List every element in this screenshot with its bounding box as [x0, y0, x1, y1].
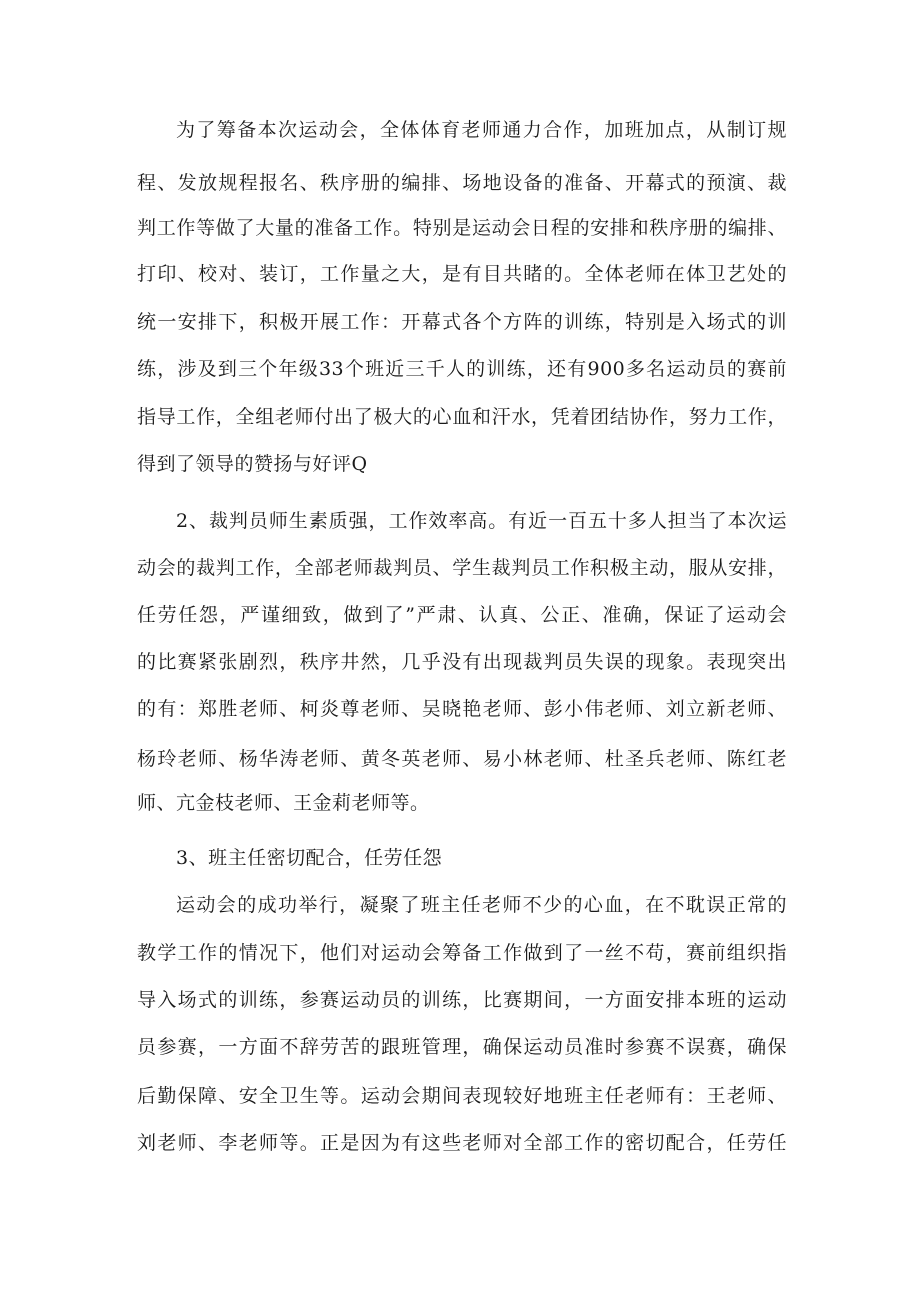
paragraph-2-line-3: 任劳任怨，严谨细致，做到了”严肃、认真、公正、准确，保证了运动会	[137, 604, 787, 626]
paragraph-3-line-2: 教学工作的情况下，他们对运动会筹备工作做到了一丝不苟，赛前组织指	[137, 942, 787, 964]
paragraph-3-line-6: 刘老师、李老师等。正是因为有这些老师对全部工作的密切配合，任劳任	[137, 1132, 787, 1154]
paragraph-1-line-5: 统一安排下，积极开展工作：开幕式各个方阵的训练，特别是入场式的训	[137, 311, 787, 333]
paragraph-1-line-6: 练，涉及到三个年级33个班近三千人的训练，还有900多名运动员的赛前	[137, 358, 787, 380]
paragraph-2-line-1: 2、裁判员师生素质强，工作效率高。有近一百五十多人担当了本次运	[176, 510, 787, 532]
paragraph-2-line-7: 师、亢金枝老师、王金莉老师等。	[137, 792, 430, 814]
paragraph-3-line-3: 导入场式的训练，参赛运动员的训练，比赛期间，一方面安排本班的运动	[137, 989, 787, 1011]
paragraph-1-line-3: 判工作等做了大量的准备工作。特别是运动会日程的安排和秩序册的编排、	[137, 217, 787, 239]
paragraph-1-line-2: 程、发放规程报名、秩序册的编排、场地设备的准备、开幕式的预演、裁	[137, 172, 787, 194]
paragraph-1-line-7: 指导工作，全组老师付出了极大的心血和汗水，凭着团结协作，努力工作，	[137, 406, 787, 428]
paragraph-2-line-6: 杨玲老师、杨华涛老师、黄冬英老师、易小林老师、杜圣兵老师、陈红老	[137, 748, 787, 770]
paragraph-3-line-4: 员参赛，一方面不辞劳苦的跟班管理，确保运动员准时参赛不误赛，确保	[137, 1036, 787, 1058]
paragraph-1-line-8: 得到了领导的赞扬与好评Q	[137, 453, 368, 475]
paragraph-3-line-5: 后勤保障、安全卫生等。运动会期间表现较好地班主任老师有：王老师、	[137, 1085, 787, 1107]
paragraph-2-line-5: 的有：郑胜老师、柯炎尊老师、吴晓艳老师、彭小伟老师、刘立新老师、	[137, 698, 787, 720]
paragraph-2-line-2: 动会的裁判工作，全部老师裁判员、学生裁判员工作积极主动，服从安排，	[137, 557, 787, 579]
paragraph-1-line-1: 为了筹备本次运动会，全体体育老师通力合作，加班加点，从制订规	[176, 119, 787, 141]
paragraph-1-line-4: 打印、校对、装订，工作量之大，是有目共睹的。全体老师在体卫艺处的	[137, 263, 787, 285]
paragraph-2-line-4: 的比赛紧张剧烈，秩序井然，几乎没有出现裁判员失误的现象。表现突出	[137, 651, 787, 673]
section-heading-3: 3、班主任密切配合，任劳任怨	[176, 847, 443, 869]
paragraph-3-line-1: 运动会的成功举行，凝聚了班主任老师不少的心血，在不耽误正常的	[176, 894, 787, 916]
